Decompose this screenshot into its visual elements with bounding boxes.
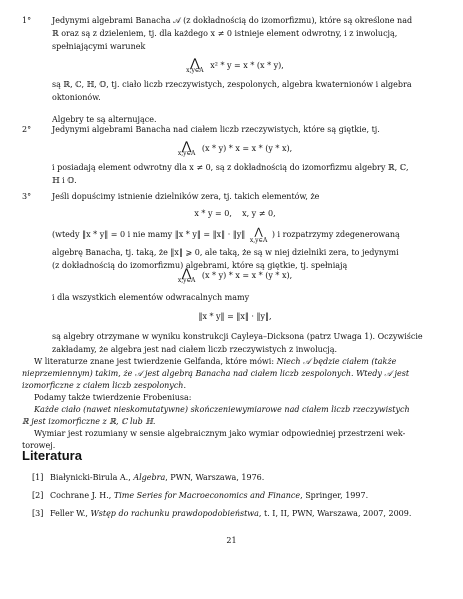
item-3-line-5: i dla wszystkich elementów odwracalnych mamy	[52, 293, 250, 302]
reference-1-number: [1]	[32, 473, 44, 482]
item-3-line-6: są algebry otrzymane w wyniku konstrukcji Cayleya–Dicksona (patrz Uwaga 1). Oczywiście	[52, 332, 423, 341]
item-1-after-line-2: oktonionów.	[52, 93, 101, 102]
formula-3b-body: (x * y) * x = x * (y * x),	[201, 270, 293, 280]
formula-3c: ‖x * y‖ = ‖x‖ · ‖y‖,	[198, 312, 272, 321]
frobenius-intro: Podamy także twierdzenie Frobeniusa:	[34, 393, 192, 402]
bigwedge-symbol: ⋀	[189, 56, 200, 70]
reference-1-rest: , PWN, Warszawa, 1976.	[165, 473, 265, 482]
formula-1-body: x² * y = x * (x * y),	[210, 60, 284, 70]
formula-2-body: (x * y) * x = x * (y * x),	[201, 143, 293, 153]
reference-3-title: Wstęp do rachunku prawdopodobieństwa	[90, 509, 259, 518]
reference-3-number: [3]	[32, 509, 44, 518]
item-3-line-2	[52, 226, 445, 244]
formula-1-subscript: x,y∈A	[186, 67, 204, 74]
item-2-after-line-2: ℍ i 𝕆.	[52, 176, 77, 185]
item-3-line-2-subscript: x,y∈A	[249, 237, 268, 244]
reference-2-rest: , Springer, 1997.	[300, 491, 369, 500]
formula-3b-subscript: x,y∈A	[177, 277, 196, 284]
literatura-heading: Literatura	[22, 448, 82, 463]
formula-1	[22, 56, 448, 74]
item-3-line-3: algebrę Banacha, tj. taką, że ‖x‖ ⩾ 0, ale taką, że są w niej dzielniki zera, to jedynymi	[52, 248, 399, 257]
reference-1-authors: Białynicki-Birula A.,	[50, 473, 134, 482]
bigwedge-symbol: ⋀	[254, 227, 263, 238]
frobenius-line-1: Każde ciało (nawet nieskomutatywne) skończeniewymiarowe nad ciałem liczb rzeczywistych	[34, 405, 410, 414]
item-2-number: 2°	[22, 125, 32, 134]
formula-3b	[22, 266, 448, 284]
item-3-line-2b: ) i rozpatrzymy zdegenerowaną	[271, 230, 400, 239]
reference-3-authors: Feller W.,	[50, 509, 91, 518]
item-3-line-1: Jeśli dopuścimy istnienie dzielników zera, tj. takich elementów, że	[52, 192, 320, 201]
gelfand-line-1	[22, 356, 448, 368]
frobenius-line-2: ℝ jest izomorficzne z ℝ, ℂ lub ℍ.	[22, 417, 156, 426]
item-3-line-2a: (wtedy ‖x * y‖ = 0 i nie mamy ‖x * y‖ = ‖x‖ · ‖y‖	[52, 230, 246, 239]
bigwedge-symbol: ⋀	[181, 266, 192, 280]
item-3-line-7: zakładamy, że algebra jest nad ciałem liczb rzeczywistych z inwolucją.	[52, 345, 338, 354]
item-1-line-1: Jedynymi algebrami Banacha 𝒜 (z dokładnością do izomorfizmu), które są określone nad	[52, 16, 413, 25]
dimension-line-1: Wymiar jest rozumiany w sensie algebraicznym jako wymiar odpowiedniej przestrzeni wek-	[34, 429, 406, 438]
reference-1-title: Algebra	[133, 473, 166, 482]
reference-2-authors: Cochrane J. H.,	[50, 491, 114, 500]
item-3-line-4: (z dokładnością do izomorfizmu) algebrami, które są giętkie, tj. spełniają	[52, 261, 348, 270]
item-3-number: 3°	[22, 192, 32, 201]
formula-2	[22, 139, 448, 157]
reference-3-rest: , t. I, II, PWN, Warszawa, 2007, 2009.	[258, 509, 412, 518]
formula-3a: x * y = 0, x, y ≠ 0,	[194, 209, 276, 218]
item-1-line-3: spełniającymi warunek	[52, 42, 146, 51]
item-2-line-1: Jedynymi algebrami Banacha nad ciałem liczb rzeczywistych, które są giętkie, tj.	[52, 125, 380, 134]
item-1-number: 1°	[22, 16, 32, 25]
reference-2-number: [2]	[32, 491, 44, 500]
gelfand-intro: W literaturze znane jest twierdzenie Gelfanda, które mówi:	[34, 357, 277, 366]
page-number: 21	[226, 536, 237, 545]
item-2-after-line-1: i posiadają element odwrotny dla x ≠ 0, są z dokładnością do izomorfizmu algebry ℝ, ℂ,	[52, 163, 409, 172]
bigwedge-symbol: ⋀	[181, 139, 192, 153]
item-1-note: Algebry te są alternujące.	[52, 115, 157, 124]
item-1-line-2: ℝ oraz są z dzieleniem, tj. dla każdego x ≠ 0 istnieje element odwrotny, i z inwolucją,	[52, 29, 398, 38]
gelfand-paragraph	[22, 356, 448, 452]
gelfand-line-2: nieprzemiennym) takim, że 𝒜 jest algebrą Banacha nad ciałem liczb zespolonych. Wtedy 𝒜 jest	[22, 369, 410, 378]
dimension-line-2: torowej.	[22, 441, 56, 450]
item-1-after-line-1: są ℝ, ℂ, ℍ, 𝕆, tj. ciało liczb rzeczywistych, zespolonych, algebra kwaternionów i algebra	[52, 80, 412, 89]
reference-2-title: Time Series for Macroeconomics and Finance	[113, 491, 301, 500]
formula-2-subscript: x,y∈A	[177, 150, 196, 157]
gelfand-theorem-start: Niech 𝒜 będzie ciałem (także	[276, 357, 397, 366]
gelfand-line-3: izomorficzne z ciałem liczb zespolonych.	[22, 381, 186, 390]
